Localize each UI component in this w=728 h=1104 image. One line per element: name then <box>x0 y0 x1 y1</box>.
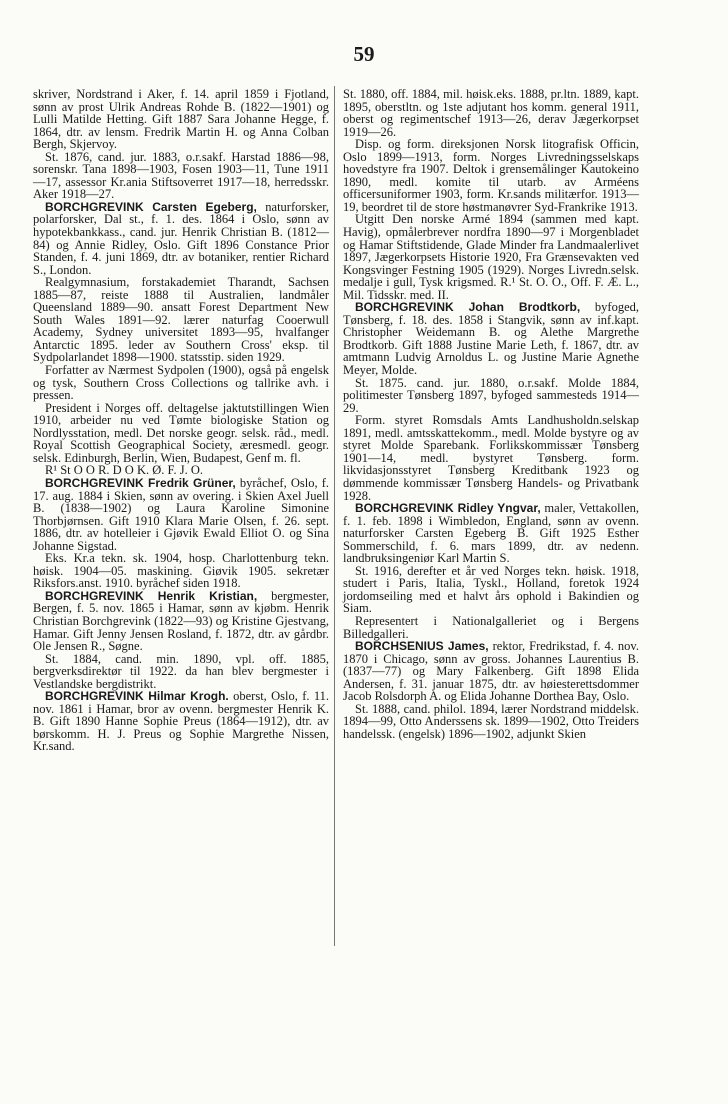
biography-entry <box>33 201 329 276</box>
entry-text: byråchef, Oslo, f. 17. aug. 1884 i Skien, sønn av overing. i Skien Axel Juell B. (1838—1902) og Laura Karoline Simonine Thorbjørnsen. Gift 1910 Klara Marie Olsen, f. 26. sept. 1886, dtr. av hotelleier i Gjøvik Ewald Elliot O. og Sina Johanne Sigstad. <box>33 475 330 553</box>
page-number: 59 <box>353 42 375 66</box>
paragraph: Realgymnasium, forstakademiet Tharandt, Sachsen 1885—87, reiste 1888 til Australien, landmåler Queensland 1889—90. ansatt Forest Department New South Wales 1891—92. lærer naturfag Cooerwull Academy, Sydney universitet 1893—95, hvalfanger Antarctic 1895. leder av Southern Cross' eksp. til Sydpolarlandet 1898—1900. statsstip. siden 1929. <box>33 275 329 365</box>
biography-entry <box>343 502 639 565</box>
paragraph: St. 1876, cand. jur. 1883, o.r.sakf. Harstad 1886—98, sorenskr. Tana 1898—1903, Fosen 1903—11, Tune 1911—17, assessor Kr.ania Stiftsoverret 1917—18, herredsskr. Aker 1918—27. <box>33 149 329 202</box>
continued-paragraph: St. 1880, off. 1884, mil. høisk.eks. 1888, pr.ltn. 1889, kapt. 1895, oberstltn. og 1ste adjutant hos komm. general 1911, oberst og regimentschef 1913—26, derav Jægerkorpset 1919—26. <box>343 87 639 139</box>
paragraph: Representert i Nationalgalleriet og i Bergens Billedgalleri. <box>343 613 639 641</box>
entry-headword: BORCHGREVINK Fredrik Grüner, <box>45 475 236 490</box>
entry-text: maler, Vettakollen, f. 1. feb. 1898 i Wimbledon, England, sønn av ovenn. naturforsker Carsten Egeberg B. Gift 1925 Esther Sommerschild, f. 6. mars 1899, dtr. av nedenn. landbruksingeniør Karl Martin S. <box>343 501 639 566</box>
paragraph: Utgitt Den norske Armé 1894 (sammen med kapt. Havig), opmålerbrever nordfra 1890—97 i Morgenbladet og Hamar Stiftstidende, Glade Minder fra Landmaalerlivet 1897, Jægerkorpsets Historie 1920, Fra Grænsevakten ved Kongsvinger Festning 1905 (1929). Norges Livredn.selsk. medalje i gull, Tysk krigsmed. R.¹ St. O. O., Off. F. Æ. L., Mil. Tidsskr. med. II. <box>343 212 639 302</box>
paragraph: Eks. Kr.a tekn. sk. 1904, hosp. Charlottenburg tekn. høisk. 1904—05. maskining. Giøvik 1905. sekretær Riksfors.anst. 1910. byråchef siden 1918. <box>33 551 329 591</box>
paragraph: St. 1916, derefter et år ved Norges tekn. høisk. 1918, studert i Paris, Italia, Tyskl., Holland, foretok 1924 jordomseiling med et halvt års ophold i Bakindien og Siam. <box>343 563 639 616</box>
paragraph: President i Norges off. deltagelse jaktutstillingen Wien 1910, arbeider nu ved Tømte biologiske Station og Nordlysstation, medl. Det norske geogr. selsk. råd., medl. Royal Scottish Geographical Society, æresmedl. geogr. selsk. Edinburgh, Berlin, Wien, Budapest, Genf m. fl. <box>33 400 329 465</box>
biography-entry <box>343 301 639 376</box>
paragraph: Forfatter av Nærmest Sydpolen (1900), også på engelsk og tysk, Southern Cross Collections og tallrike avh. i pressen. <box>33 363 329 403</box>
biography-entry <box>33 477 329 552</box>
paragraph: Disp. og form. direksjonen Norsk litografisk Officin, Oslo 1899—1913, form. Norges Livredningsselskaps hovedstyre fra 1907. Deltok i grensemålinger Kautokeino 1890, medl. komite til utarb. av Arméens officersuniformer 1903, form. Kr.sands militærfor. 1913—19, beordret til de store høstmanøvrer Syd-Frankrike 1913. <box>343 137 639 214</box>
entry-headword: BORCHGREVINK Ridley Yngvar, <box>355 501 541 516</box>
entry-text: oberst, Oslo, f. 11. nov. 1861 i Hamar, bror av ovenn. bergmester Henrik K. B. Gift 1890 Hanne Sophie Preus (1864—1912), dtr. av børskomm. H. J. Preus og Sophie Margrethe Nissen, Kr.sand. <box>33 689 329 754</box>
entry-text: bergmester, Bergen, f. 5. nov. 1865 i Hamar, sønn av kjøbm. Henrik Christian Borchgrevink (1822—93) og Kristine Gjestvang, Hamar. Gift Jenny Jensen Rosland, f. 1872, dtr. av gårdbr. Ole Jensen R., Søgne. <box>33 588 330 654</box>
continued-paragraph: skriver, Nordstrand i Aker, f. 14. april 1859 i Fjotland, sønn av prost Ulrik Andreas Rohde B. (1822—1901) og Lulli Matilde Hetting. Gift 1887 Sara Johanne Hegge, f. 1864, dtr. av lensm. Fredrik Martin H. og Anna Colban Bergh, Skjervoy. <box>33 87 329 152</box>
entry-text: byfoged, Tønsberg, f. 18. des. 1858 i Stangvik, sønn av inf.kapt. Christopher Weidemann B. og Alethe Margrethe Brodtkorb. Gift 1888 Justine Marie Leth, f. 1867, dtr. av amtmann Ludvig Arnoldus L. og Justine Marie Agnethe Meyer, Molde. <box>343 300 639 378</box>
entry-text: naturforsker, polarforsker, Dal st., f. 1. des. 1864 i Oslo, sønn av hypotekbankkass., cand. jur. Henrik Christian B. (1812—84) og Annie Ridley, Oslo. Gift 1896 Constance Prior Standen, f. 4. juni 1869, dtr. av botaniker, rentier Richard S., London. <box>33 199 329 277</box>
paragraph: St. 1888, cand. philol. 1894, lærer Nordstrand middelsk. 1894—99, Otto Anderssens sk. 1899—1902, Otto Treiders handelssk. (engelsk) 1896—1902, adjunkt Skien <box>343 701 639 741</box>
paragraph: Form. styret Romsdals Amts Landhusholdn.selskap 1891, medl. amtsskattekomm., medl. Molde bystyre og av styret Molde Sparebank. Forlikskommissær Tønsberg 1901—14, medl. bystyret Tønsberg. form. likvidasjonsstyret Tønsberg Kreditbank 1923 og dømmende kommissær Tønsberg Handels- og Privatbank 1928. <box>343 413 639 503</box>
entry-headword: BORCHGREVINK Carsten Egeberg, <box>45 199 257 214</box>
paragraph: R¹ St O O R. D O K. Ø. F. J. O. <box>45 463 203 478</box>
biography-entry <box>343 640 639 703</box>
entry-headword: BORCHSENIUS James, <box>355 639 489 654</box>
biography-entry <box>33 590 329 653</box>
column-divider <box>334 86 335 946</box>
paragraph: St. 1875. cand. jur. 1880, o.r.sakf. Molde 1884, politimester Tønsberg 1897, byfoged sammesteds 1914—29. <box>343 375 639 415</box>
entry-headword: BORCHGREVINK Hilmar Krogh. <box>45 689 229 704</box>
entry-text: rektor, Fredrikstad, f. 4. nov. 1870 i Chicago, sønn av gross. Johannes Laurentius B. (1837—77) og Mary Falkenberg. Gift 1898 Elida Andersen, f. 31. januar 1875, dtr. av høiesterettsdommer Jacob Rolsdorph A. og Elida Johanne Dorthea Bay, Oslo. <box>343 639 639 704</box>
left-column <box>33 88 329 753</box>
right-column <box>343 88 639 740</box>
biography-entry <box>33 690 329 753</box>
paragraph: St. 1884, cand. min. 1890, vpl. off. 1885, bergverksdirektør til 1922. da han blev bergmester i Vestlandske bergdistrikt. <box>33 651 329 691</box>
entry-headword: BORCHGREVINK Henrik Kristian, <box>45 588 258 603</box>
entry-headword: BORCHGREVINK Johan Brodtkorb, <box>355 300 581 315</box>
